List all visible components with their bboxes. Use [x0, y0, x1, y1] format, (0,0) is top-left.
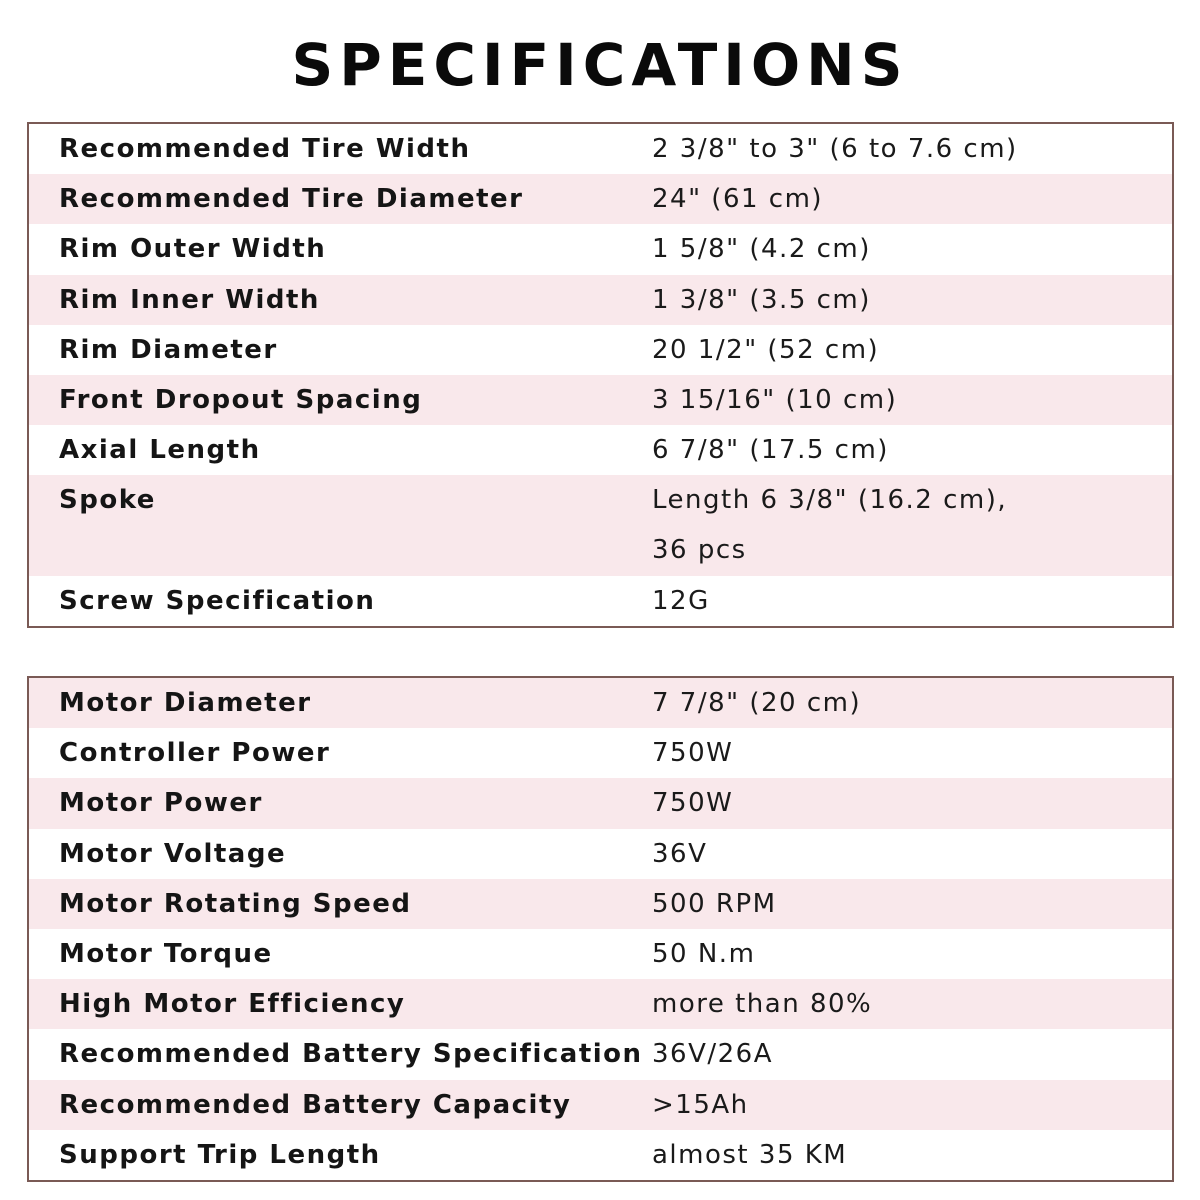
spec-value [652, 728, 1172, 778]
spec-value-line: more than 80% [652, 989, 873, 1020]
wheel-specifications-table [27, 122, 1174, 628]
spec-label: Motor Torque [59, 938, 273, 969]
spec-value [652, 829, 1172, 879]
spec-value-line: 36V [652, 838, 708, 869]
spec-label: Motor Power [59, 788, 263, 819]
spec-value-line: 750W [652, 738, 734, 769]
spec-value [652, 929, 1172, 979]
spec-row [29, 829, 1172, 879]
spec-label: Recommended Tire Width [59, 134, 471, 164]
spec-value-line: 500 RPM [652, 888, 777, 919]
spec-value-line: 1 5/8" (4.2 cm) [652, 234, 871, 265]
spec-row [29, 728, 1172, 778]
spec-value [652, 1130, 1172, 1180]
spec-label: Support Trip Length [59, 1139, 381, 1170]
spec-label: Motor Diameter [59, 688, 312, 718]
spec-row [29, 1029, 1172, 1079]
spec-row [29, 224, 1172, 274]
spec-label: Rim Outer Width [59, 234, 327, 265]
spec-row [29, 979, 1172, 1029]
spec-value-line: 3 15/16" (10 cm) [652, 384, 898, 415]
spec-label: Front Dropout Spacing [59, 384, 423, 415]
spec-row [29, 275, 1172, 325]
spec-value [652, 475, 1172, 575]
spec-value [652, 325, 1172, 375]
spec-label: Motor Rotating Speed [59, 888, 412, 919]
spec-label: Recommended Battery Capacity [59, 1089, 572, 1120]
spec-row [29, 375, 1172, 425]
spec-row [29, 879, 1172, 929]
spec-label: Controller Power [59, 738, 331, 769]
spec-value-line: Length 6 3/8" (16.2 cm), [652, 485, 1008, 516]
spec-row [29, 475, 1172, 575]
spec-value-line: 12G [652, 585, 710, 616]
spec-value [652, 1029, 1172, 1079]
spec-value-line: 7 7/8" (20 cm) [652, 688, 862, 718]
spec-row [29, 325, 1172, 375]
spec-value [652, 1080, 1172, 1130]
spec-label: Spoke [59, 485, 156, 516]
spec-row [29, 425, 1172, 475]
spec-row [29, 678, 1172, 728]
spec-value-line: 50 N.m [652, 938, 756, 969]
spec-value [652, 224, 1172, 274]
spec-label: Axial Length [59, 435, 261, 466]
spec-value [652, 375, 1172, 425]
spec-label: Rim Diameter [59, 334, 278, 365]
motor-specifications-table [27, 676, 1174, 1182]
spec-row [29, 929, 1172, 979]
spec-value [652, 124, 1172, 174]
spec-value-line: almost 35 KM [652, 1139, 848, 1170]
spec-label: Rim Inner Width [59, 284, 320, 315]
spec-row [29, 778, 1172, 828]
spec-value-line: 1 3/8" (3.5 cm) [652, 284, 871, 315]
spec-row [29, 1130, 1172, 1180]
spec-value-line: 750W [652, 788, 734, 819]
spec-value [652, 174, 1172, 224]
spec-label: Recommended Tire Diameter [59, 184, 524, 215]
spec-value-line: 36V/26A [652, 1039, 773, 1070]
spec-value [652, 678, 1172, 728]
spec-value-line: 36 pcs [652, 535, 747, 566]
spec-row [29, 1080, 1172, 1130]
spec-value [652, 979, 1172, 1029]
page-title: SPECIFICATIONS [291, 31, 909, 99]
spec-value-line: 6 7/8" (17.5 cm) [652, 435, 889, 466]
spec-value [652, 778, 1172, 828]
spec-value [652, 576, 1172, 626]
spec-value-line: 20 1/2" (52 cm) [652, 334, 880, 365]
spec-value-line: 24" (61 cm) [652, 184, 824, 215]
spec-label: Screw Specification [59, 585, 376, 616]
spec-label: Recommended Battery Specification [59, 1039, 643, 1070]
spec-row [29, 174, 1172, 224]
spec-value [652, 879, 1172, 929]
spec-row [29, 124, 1172, 174]
spec-value-line: >15Ah [652, 1089, 749, 1120]
spec-label: High Motor Efficiency [59, 989, 406, 1020]
spec-row [29, 576, 1172, 626]
spec-value-line: 2 3/8" to 3" (6 to 7.6 cm) [652, 134, 1018, 164]
spec-value [652, 275, 1172, 325]
spec-value [652, 425, 1172, 475]
spec-label: Motor Voltage [59, 838, 287, 869]
